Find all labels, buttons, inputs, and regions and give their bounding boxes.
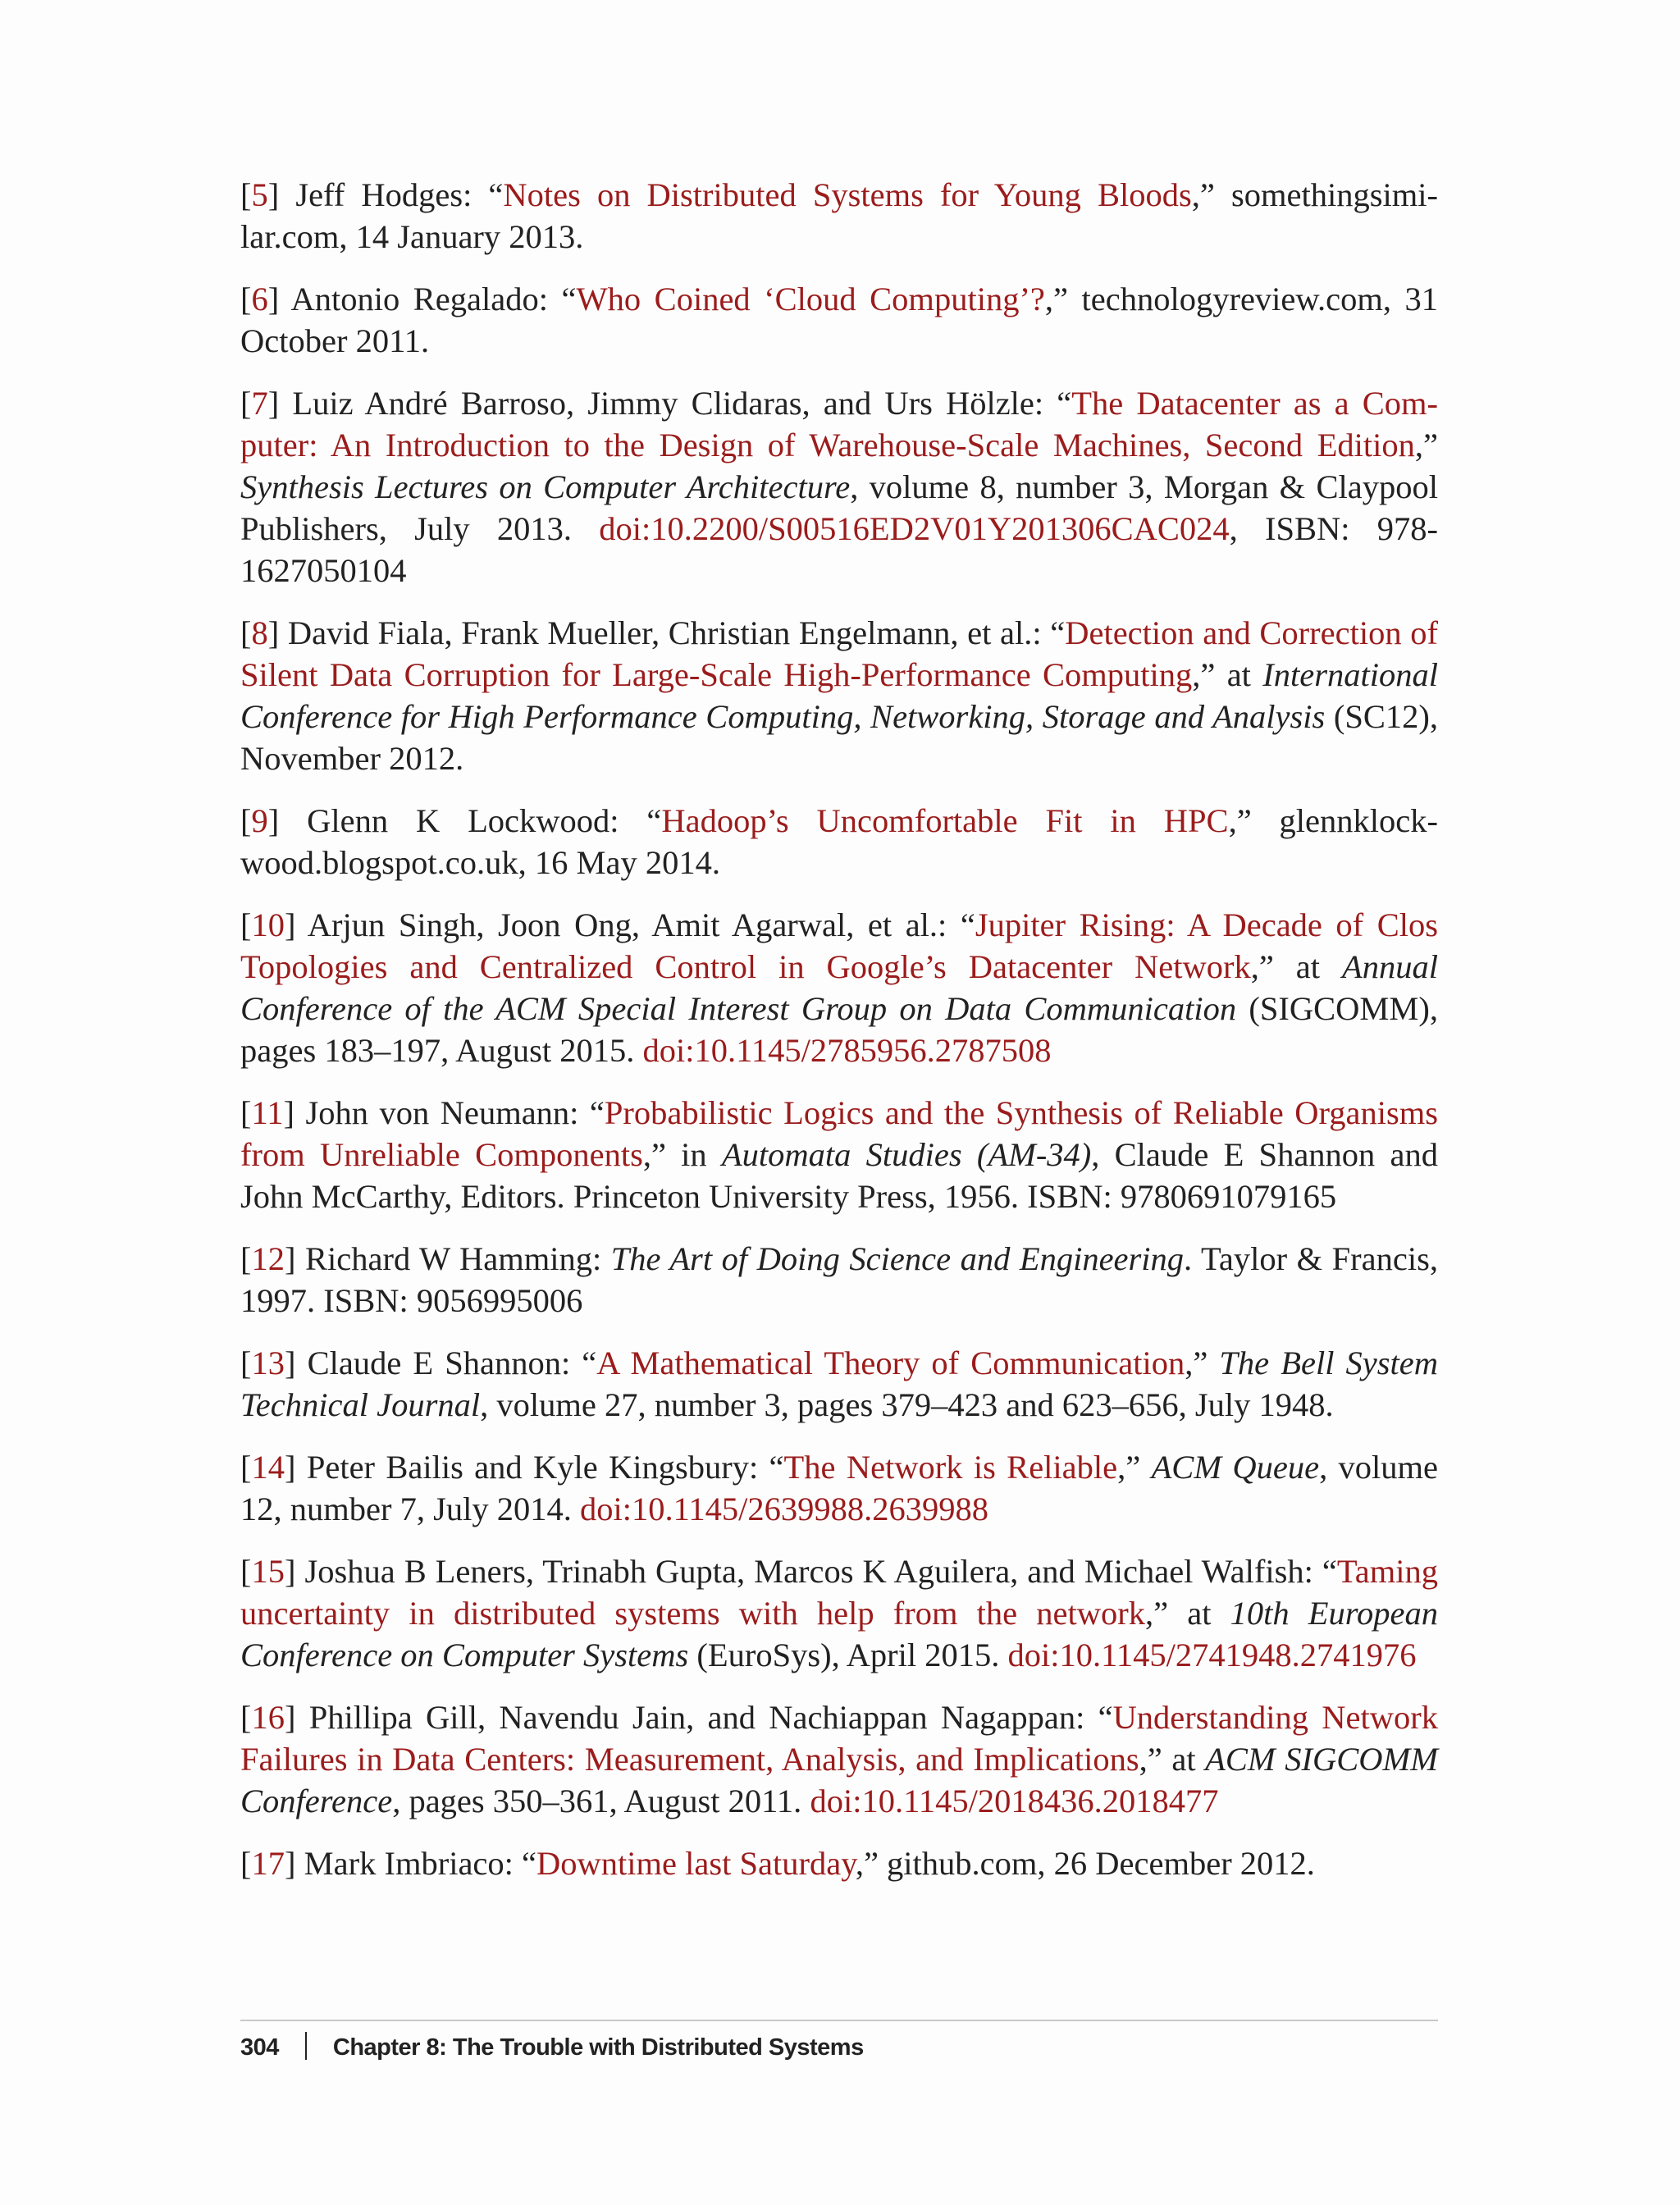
reference-14: [14] Peter Bailis and Kyle Kingsbury: “The Network is Reliable,” ACM Queue, volume 12, number 7, July 2014. doi:10.1145/2639988.2639988 <box>240 1449 1438 1527</box>
ref-doi-link[interactable]: doi:10.1145/2018436.2018477 <box>810 1783 1219 1819</box>
ref-venue: Automata Studies (AM-34) <box>721 1136 1092 1173</box>
reference-7: [7] Luiz André Barroso, Jimmy Clidaras, and Urs Hölzle: “The Datacenter as a Computer: An Introduction to the Design of Warehouse-Scale Machines, Second Edition,” Synthesis Lectures on Computer Architecture, volume 8, number 3, Morgan & Claypool Publishers, July 2013. doi:10.2200/S00516ED2V01Y201306CAC024, ISBN: 978-1627050104 <box>240 385 1439 589</box>
ref-venue: ACM SIGCOMM Conference <box>240 1741 1438 1819</box>
ref-doi-link[interactable]: doi:10.1145/2639988.2639988 <box>579 1491 988 1527</box>
ref-details: , volume 8, number 3, Morgan & Claypool Publishers, July 2013. <box>240 468 1439 547</box>
ref-details: , volume 12, number 7, July 2014. <box>240 1449 1438 1527</box>
reference-11: [11] John von Neumann: “Probabilistic Logics and the Synthesis of Reliable Organisms from Unreliable Components,” in Automata Studies (AM-34), Claude E Shannon and John McCarthy, Editors. Princeton University Press, 1956. ISBN: 9780691079165 <box>240 1094 1439 1215</box>
ref-venue: ACM Queue <box>1151 1449 1320 1486</box>
ref-venue: Annual Conference of the ACM Special Interest Group on Data Communication <box>240 948 1438 1027</box>
reference-17: [17] Mark Imbriaco: “Downtime last Saturday,” github.com, 26 December 2012. <box>240 1845 1315 1882</box>
ref-authors: Phillipa Gill, Navendu Jain, and Nachiappan Nagappan: “ <box>308 1699 1113 1736</box>
ref-number-link[interactable]: 16 <box>251 1699 285 1736</box>
ref-isbn: , ISBN: 978-1627050104 <box>240 510 1439 589</box>
page-footer <box>240 2032 1438 2061</box>
reference-16: [16] Phillipa Gill, Navendu Jain, and Nachiappan Nagappan: “Understanding Network Failures in Data Centers: Measurement, Analysis, and Implications,” at ACM SIGCOMM Conference, pages 350–361, August 2011. doi:10.1145/2018436.2018477 <box>240 1699 1438 1819</box>
reference-8: [8] David Fiala, Frank Mueller, Christian Engelmann, et al.: “Detection and Correction of Silent Data Corruption for Large-Scale High-Performance Computing,” at International Conference for High Performance Computing, Networking, Storage and Analysis (SC12), November 2012. <box>240 614 1438 777</box>
ref-number-link[interactable]: 7 <box>251 385 268 422</box>
ref-number-link[interactable]: 17 <box>251 1845 285 1882</box>
ref-details: ,” technologyreview.com, 31 October 2011. <box>240 281 1438 359</box>
ref-number-link[interactable]: 5 <box>251 176 268 213</box>
ref-doi-link[interactable]: doi:10.1145/2741948.2741976 <box>1007 1637 1417 1673</box>
ref-doi-link[interactable]: doi:10.1145/2785956.2787508 <box>642 1032 1052 1069</box>
ref-number-link[interactable]: 14 <box>251 1449 285 1486</box>
ref-authors: Luiz André Barroso, Jimmy Clidaras, and Urs Hölzle: “ <box>292 385 1072 422</box>
ref-title-link[interactable]: Understanding Network Failures in Data Centers: Measurement, Analysis, and Implications <box>240 1699 1438 1778</box>
ref-title-link[interactable]: Notes on Distributed Systems for Young Bloods <box>503 176 1192 213</box>
ref-authors: Arjun Singh, Joon Ong, Amit Agarwal, et al.: “ <box>307 906 975 943</box>
ref-details: . Taylor & Francis, 1997. ISBN: 9056995006 <box>240 1240 1438 1319</box>
ref-authors: Jeff Hodges: “ <box>295 176 504 213</box>
ref-doi-link[interactable]: doi:10.2200/S00516ED2V01Y201306CAC024 <box>599 510 1230 547</box>
ref-number-link[interactable]: 11 <box>251 1094 284 1131</box>
ref-title-link[interactable]: Probabilistic Logics and the Synthesis of Reliable Organisms from Unreliable Components <box>240 1094 1438 1173</box>
ref-separator: ,” at <box>1250 948 1342 985</box>
ref-title-link[interactable]: Downtime last Saturday <box>536 1845 856 1882</box>
ref-separator: ,” <box>1117 1449 1152 1486</box>
ref-authors: Mark Imbriaco: “ <box>304 1845 537 1882</box>
reference-5: [5] Jeff Hodges: “Notes on Distributed Systems for Young Bloods,” somethingsimilar.com, 14 January 2013. <box>240 176 1438 255</box>
ref-separator: ,” at <box>1192 656 1263 693</box>
ref-title-link[interactable]: A Mathematical Theory of Communication <box>596 1344 1185 1381</box>
page-number: 304 <box>240 2034 279 2061</box>
reference-9: [9] Glenn K Lockwood: “Hadoop’s Uncomfortable Fit in HPC,” glennklockwood.blogspot.co.uk, 16 May 2014. <box>240 802 1438 881</box>
ref-number-link[interactable]: 9 <box>251 802 268 839</box>
ref-separator: ,” <box>1185 1344 1220 1381</box>
ref-authors: Antonio Regalado: “ <box>290 281 577 317</box>
ref-details: ,” somethingsimilar.com, 14 January 2013. <box>240 176 1438 255</box>
ref-venue: International Conference for High Performance Computing, Networking, Storage and Analysis <box>240 656 1438 735</box>
ref-details: ,” glennklockwood.blogspot.co.uk, 16 May 2014. <box>240 802 1438 881</box>
ref-details: (SC12), November 2012. <box>240 698 1438 777</box>
ref-number-link[interactable]: 15 <box>251 1553 285 1590</box>
ref-number-link[interactable]: 13 <box>251 1344 285 1381</box>
ref-authors: Joshua B Leners, Trinabh Gupta, Marcos K Aguilera, and Michael Walfish: “ <box>304 1553 1337 1590</box>
ref-details: (SIGCOMM), pages 183–197, August 2015. <box>240 990 1438 1069</box>
ref-venue: The Bell System Technical Journal <box>240 1344 1438 1423</box>
ref-details: ,” github.com, 26 December 2012. <box>855 1845 1315 1882</box>
ref-authors: Glenn K Lockwood: “ <box>307 802 662 839</box>
reference-list <box>240 174 1438 1905</box>
ref-details: , Claude E Shannon and John McCarthy, Editors. Princeton University Press, 1956. ISBN: 9780691079165 <box>240 1136 1439 1215</box>
ref-number-link[interactable]: 6 <box>251 281 268 317</box>
reference-12: [12] Richard W Hamming: The Art of Doing Science and Engineering. Taylor & Francis, 1997. ISBN: 9056995006 <box>240 1240 1438 1319</box>
ref-details: , volume 27, number 3, pages 379–423 and 623–656, July 1948. <box>480 1386 1334 1423</box>
reference-15: [15] Joshua B Leners, Trinabh Gupta, Marcos K Aguilera, and Michael Walfish: “Taming uncertainty in distributed systems with help from the network,” at 10th European Conference on Computer Systems (EuroSys), April 2015. doi:10.1145/2741948.2741976 <box>240 1553 1438 1673</box>
ref-separator: ,” at <box>1144 1595 1230 1632</box>
reference-13: [13] Claude E Shannon: “A Mathematical Theory of Communication,” The Bell System Technical Journal, volume 27, number 3, pages 379–423 and 623–656, July 1948. <box>240 1344 1438 1423</box>
ref-number-link[interactable]: 8 <box>251 614 268 651</box>
ref-authors: Peter Bailis and Kyle Kingsbury: “ <box>306 1449 784 1486</box>
ref-separator: ,” <box>1414 427 1438 463</box>
ref-separator: ,” at <box>1139 1741 1206 1778</box>
ref-details: (EuroSys), April 2015. <box>688 1637 1008 1673</box>
ref-authors: John von Neumann: “ <box>305 1094 605 1131</box>
ref-title-link[interactable]: The Network is Reliable <box>783 1449 1118 1486</box>
ref-title-link[interactable]: Hadoop’s Uncomfortable Fit in HPC <box>661 802 1229 839</box>
ref-authors: Claude E Shannon: “ <box>307 1344 597 1381</box>
ref-number-link[interactable]: 10 <box>251 906 285 943</box>
chapter-title: Chapter 8: The Trouble with Distributed Systems <box>332 2034 864 2061</box>
ref-venue: Synthesis Lectures on Computer Architecture <box>240 468 851 505</box>
ref-title-link[interactable]: Detection and Correction of Silent Data Corruption for Large-Scale High-Performance Computing <box>240 614 1438 693</box>
reference-6: [6] Antonio Regalado: “Who Coined ‘Cloud Computing’?,” technologyreview.com, 31 October 2011. <box>240 281 1438 359</box>
ref-title-link[interactable]: Taming uncertainty in distributed systems with help from the network <box>240 1553 1438 1632</box>
ref-venue: The Art of Doing Science and Engineering <box>610 1240 1185 1277</box>
ref-title-link[interactable]: Jupiter Rising: A Decade of Clos Topologies and Centralized Control in Google’s Datacenter Network <box>240 906 1438 985</box>
footer-separator <box>305 2032 307 2060</box>
ref-authors: Richard W Hamming: <box>305 1240 611 1277</box>
reference-10: [10] Arjun Singh, Joon Ong, Amit Agarwal, et al.: “Jupiter Rising: A Decade of Clos Topologies and Centralized Control in Google’s Datacenter Network,” at Annual Conference of the ACM Special Interest Group on Data Communication (SIGCOMM), pages 183–197, August 2015. doi:10.1145/2785956.2787508 <box>240 906 1438 1069</box>
ref-title-link[interactable]: Who Coined ‘Cloud Computing’? <box>576 281 1045 317</box>
footer-divider <box>240 2020 1438 2021</box>
ref-authors: David Fiala, Frank Mueller, Christian Engelmann, et al.: “ <box>287 614 1066 651</box>
ref-number-link[interactable]: 12 <box>251 1240 285 1277</box>
ref-venue: 10th European Conference on Computer Systems <box>240 1595 1438 1673</box>
ref-title-link[interactable]: The Datacenter as a Computer: An Introduction to the Design of Warehouse-Scale Machines, Second Edition <box>240 385 1438 463</box>
ref-details: , pages 350–361, August 2011. <box>392 1783 810 1819</box>
ref-separator: ,” in <box>642 1136 722 1173</box>
